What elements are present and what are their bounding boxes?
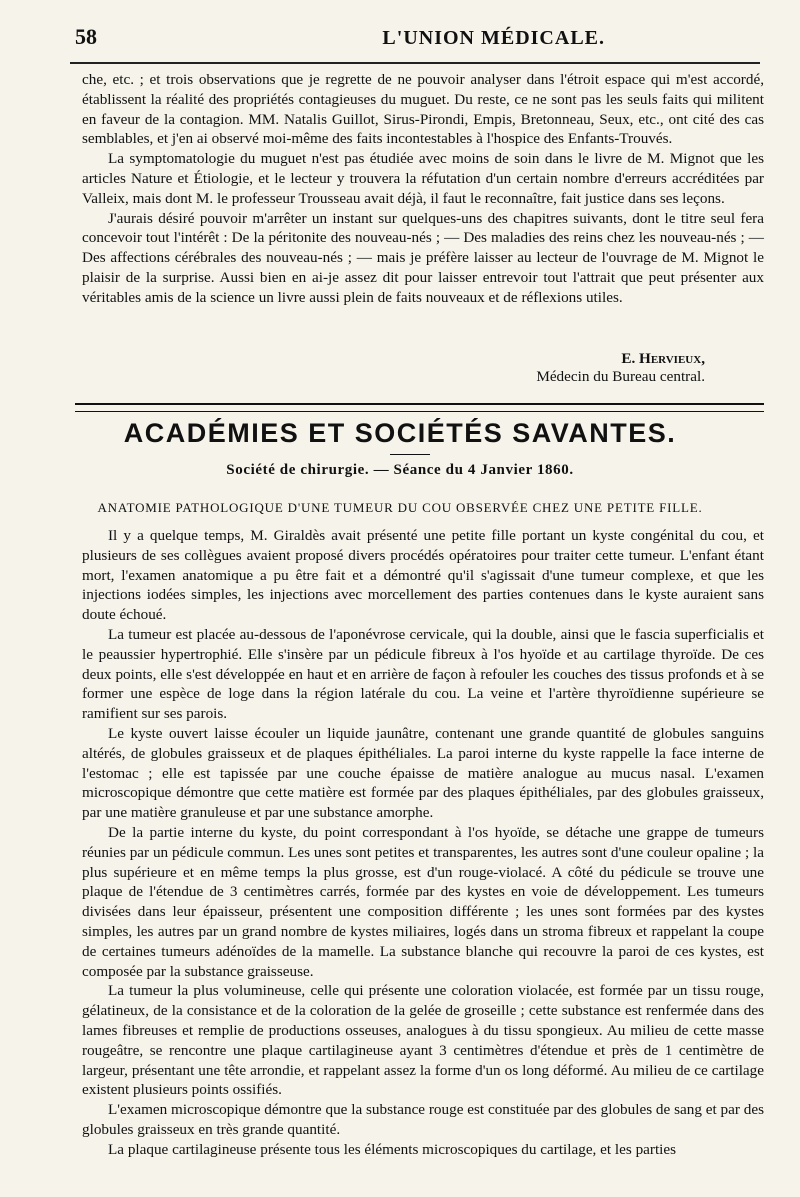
paragraph: La symptomatologie du muguet n'est pas étudiée avec moins de soin dans le livre de M. Mignot que les articles Nature et Étiologie, et le lecteur y trouvera la réfutation d'un certain nombre d'erreurs accréditées par Valleix, mais dont M. le professeur Trousseau avait déjà, il faut le reconnaître, fait justice dans ses leçons. — [82, 150, 764, 207]
paragraph: che, etc. ; et trois observations que je regrette de ne pouvoir analyser dans l'étroit espace qui m'est accordé, établissent la réalité des propriétés contagieuses du muguet. Du reste, ce ne sont pas les seuls faits qui militent en faveur de la contagion. MM. Natalis Guillot, Sirus-Pirondi, Empis, Bretonneau, Seux, etc., ont cité des cas semblables, et j'en ai observé moi-même des faits incontestables à l'hospice des Enfants-Trouvés. — [82, 71, 764, 148]
page-number: 58 — [75, 24, 97, 49]
paragraph: Le kyste ouvert laisse écouler un liquide jaunâtre, contenant une grande quantité de globules sanguins altérés, de globules graisseux et de plaques épithéliales. La paroi interne du kyste rappelle la face interne de l'estomac ; elle est tapissée par une couche épaisse de matière analogue au mucus nasal. L'examen microscopique démontre que cette matière est formée par des plaques épithéliales, par des globules graisseux, par une matière granuleuse et par une substance amorphe. — [82, 724, 764, 822]
review-text — [82, 70, 764, 308]
paragraph: Il y a quelque temps, M. Giraldès avait présenté une petite fille portant un kyste congénital du cou, et plusieurs de ses collègues avaient proposé divers procédés opératoires pour traiter cette tumeur. L'enfant étant mort, l'examen anatomique a pu être fait et a démontré qu'il s'agissait d'une tumeur complexe, et que les injections iodées simples, les injections avec morcellement des parties contenues dans le kyste auraient sans doute échoué. — [82, 527, 764, 624]
section-title: ACADÉMIES ET SOCIÉTÉS SAVANTES. — [123, 418, 677, 448]
paragraph: L'examen microscopique démontre que la substance rouge est constituée par des globules de sang et par des globules graisseux en très grande quantité. — [82, 1101, 764, 1138]
article-subtitle: ANATOMIE PATHOLOGIQUE D'UNE TUMEUR DU COU OBSERVÉE CHEZ UNE PETITE FILLE. — [97, 500, 703, 515]
paragraph: La tumeur la plus volumineuse, celle qui présente une coloration violacée, est formée par un tissu rouge, gélatineux, de la consistance et de la coloration de la gelée de groseille ; cette substance est renfermée dans des lames fibreuses et remplie de productions osseuses, analogues à du tissu spongieux. Au milieu de cette masse rougeâtre, se rencontre une plaque cartilagineuse ayant 3 centimètres d'étendue et près de 1 centimètre de largeur, présentant une tête arrondie, et rappelant assez la forme d'un os long déformé. Au milieu de ce cartilage existent plusieurs points ossifiés. — [82, 982, 764, 1099]
paragraph: De la partie interne du kyste, du point correspondant à l'os hyoïde, se détache une grappe de tumeurs réunies par un pédicule commun. Les unes sont petites et transparentes, les autres sont d'une couleur opaline ; la plus supérieure et en même temps la plus grosse, est d'un rouge-violacé. A côté du pédicule se trouve une plaque de l'étendue de 3 centimètres carrés, formée par des kystes en voie de développement. Les tumeurs divisées dans leur épaisseur, présentent une composition différente ; les unes sont formées par des kystes simples, les autres par un grand nombre de kystes miliaires, logés dans un stroma fibreux et rappelant la coupe de certaines tumeurs adénoïdes de la mamelle. La substance blanche qui recouvre la paroi de ces kystes, est composée par la substance graisseuse. — [82, 823, 764, 980]
session-heading: Société de chirurgie. — Séance du 4 Janvier 1860. — [226, 462, 574, 478]
article-text — [82, 526, 764, 1160]
paragraph: La plaque cartilagineuse présente tous les éléments microscopiques du cartilage, et les parties — [108, 1140, 677, 1158]
signature-name: E. Hervieux, — [621, 350, 705, 367]
header-rule — [70, 62, 760, 64]
running-title: L'UNION MÉDICALE. — [382, 27, 605, 49]
paragraph: La tumeur est placée au-dessous de l'aponévrose cervicale, qui la double, ainsi que le fascia superficialis et le peaussier hypertrophié. Elle s'insère par un pédicule fibreux à l'os hyoïde et au cartilage thyroïde. De ces deux points, elle s'est développée en haut et en arrière de façon à refouler les couches des tissus profonds et à se former une espèce de loge dans la région latérale du cou. La veine et l'artère thyroïdienne supérieure se ramifient sur ses parois. — [82, 625, 764, 723]
title-underline — [390, 454, 430, 455]
signature-role: Médecin du Bureau central. — [536, 368, 705, 385]
paragraph: J'aurais désiré pouvoir m'arrêter un instant sur quelques-uns des chapitres suivants, dont le titre seul fera concevoir tout l'intérêt : De la péritonite des nouveau-nés ; — Des maladies des reins chez les nouveau-nés ; — Des affections cérébrales des nouveau-nés ; — mais je préfère laisser au lecteur de l'ouvrage de M. Mignot le plaisir de la surprise. Aussi bien en ai-je assez dit pour laisser entrevoir tout l'attrait que peut présenter aux véritables amis de la science un livre aussi plein de faits nouveaux et de réflexions utiles. — [82, 209, 764, 306]
page-header — [75, 24, 745, 60]
section-divider — [75, 403, 764, 412]
